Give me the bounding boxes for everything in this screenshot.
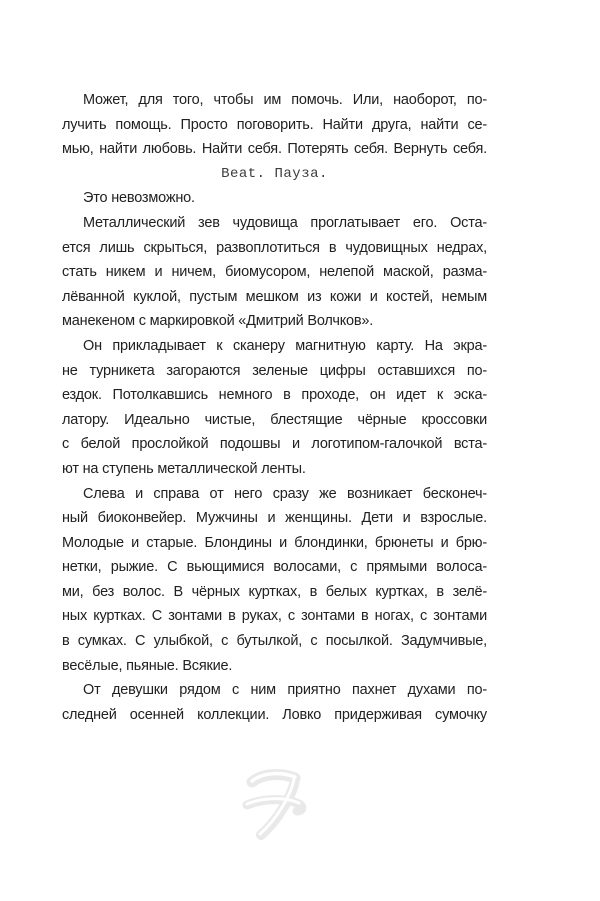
beat-pause-line: Beat. Пауза. [221,165,328,182]
text-line: нетки, рыжие. С вьющимися волосами, с прямыми волоса- [62,559,487,576]
text-line: Это невозможно. [83,190,195,207]
text-line: ми, без волос. В чёрных куртках, в белых куртках, в зелё- [62,583,487,600]
text-line: ных куртках. С зонтами в руках, с зонтами в ногах, с зонтами [62,608,487,625]
text-line: Он прикладывает к сканеру магнитную карту. На экра- [83,337,487,354]
text-line: стать никем и ничем, биомусором, нелепой маской, разма- [62,264,487,281]
text-line: От девушки рядом с ним приятно пахнет духами по- [83,682,487,699]
text-line: ют на ступень металлической ленты. [62,460,306,477]
text-line: Слева и справа от него сразу же возникает бесконеч- [83,485,487,502]
text-line: латору. Идеально чистые, блестящие чёрные кроссовки [62,411,487,428]
text-line: лучить помощь. Просто поговорить. Найти друга, найти се- [62,116,487,133]
text-line: Молодые и старые. Блондины и блондинки, брюнеты и брю- [62,534,487,551]
text-line: следней осенней коллекции. Ловко придерживая сумочку [62,706,487,723]
text-line: Может, для того, чтобы им помочь. Или, наоборот, по- [83,92,487,108]
text-line: не турникета загораются зеленые цифры оставшихся по- [62,362,487,379]
text-line: ется лишь скрыться, развоплотиться в чудовищных недрах, [62,239,487,256]
text-line: мью, найти любовь. Найти себя. Потерять себя. Вернуть себя. [62,141,487,158]
publisher-seven-watermark [240,768,312,842]
text-line: ездок. Потолкавшись немного в проходе, он идет к эска- [62,387,487,404]
page-text-block [62,88,487,727]
text-line: весёлые, пьяные. Всякие. [62,657,233,674]
text-line: манекеном с маркировкой «Дмитрий Волчков». [62,313,374,330]
text-line: ный биоконвейер. Мужчины и женщины. Дети и взрослые. [62,510,487,527]
text-line: с белой прослойкой подошвы и логотипом-галочкой вста- [62,436,487,453]
seven-glyph-icon [240,768,312,842]
text-line: Металлический зев чудовища проглатывает его. Оста- [83,214,487,231]
text-line: лёванной куклой, пустым мешком из кожи и костей, немым [62,288,487,305]
text-line: в сумках. С улыбкой, с бутылкой, с посылкой. Задумчивые, [62,633,487,650]
